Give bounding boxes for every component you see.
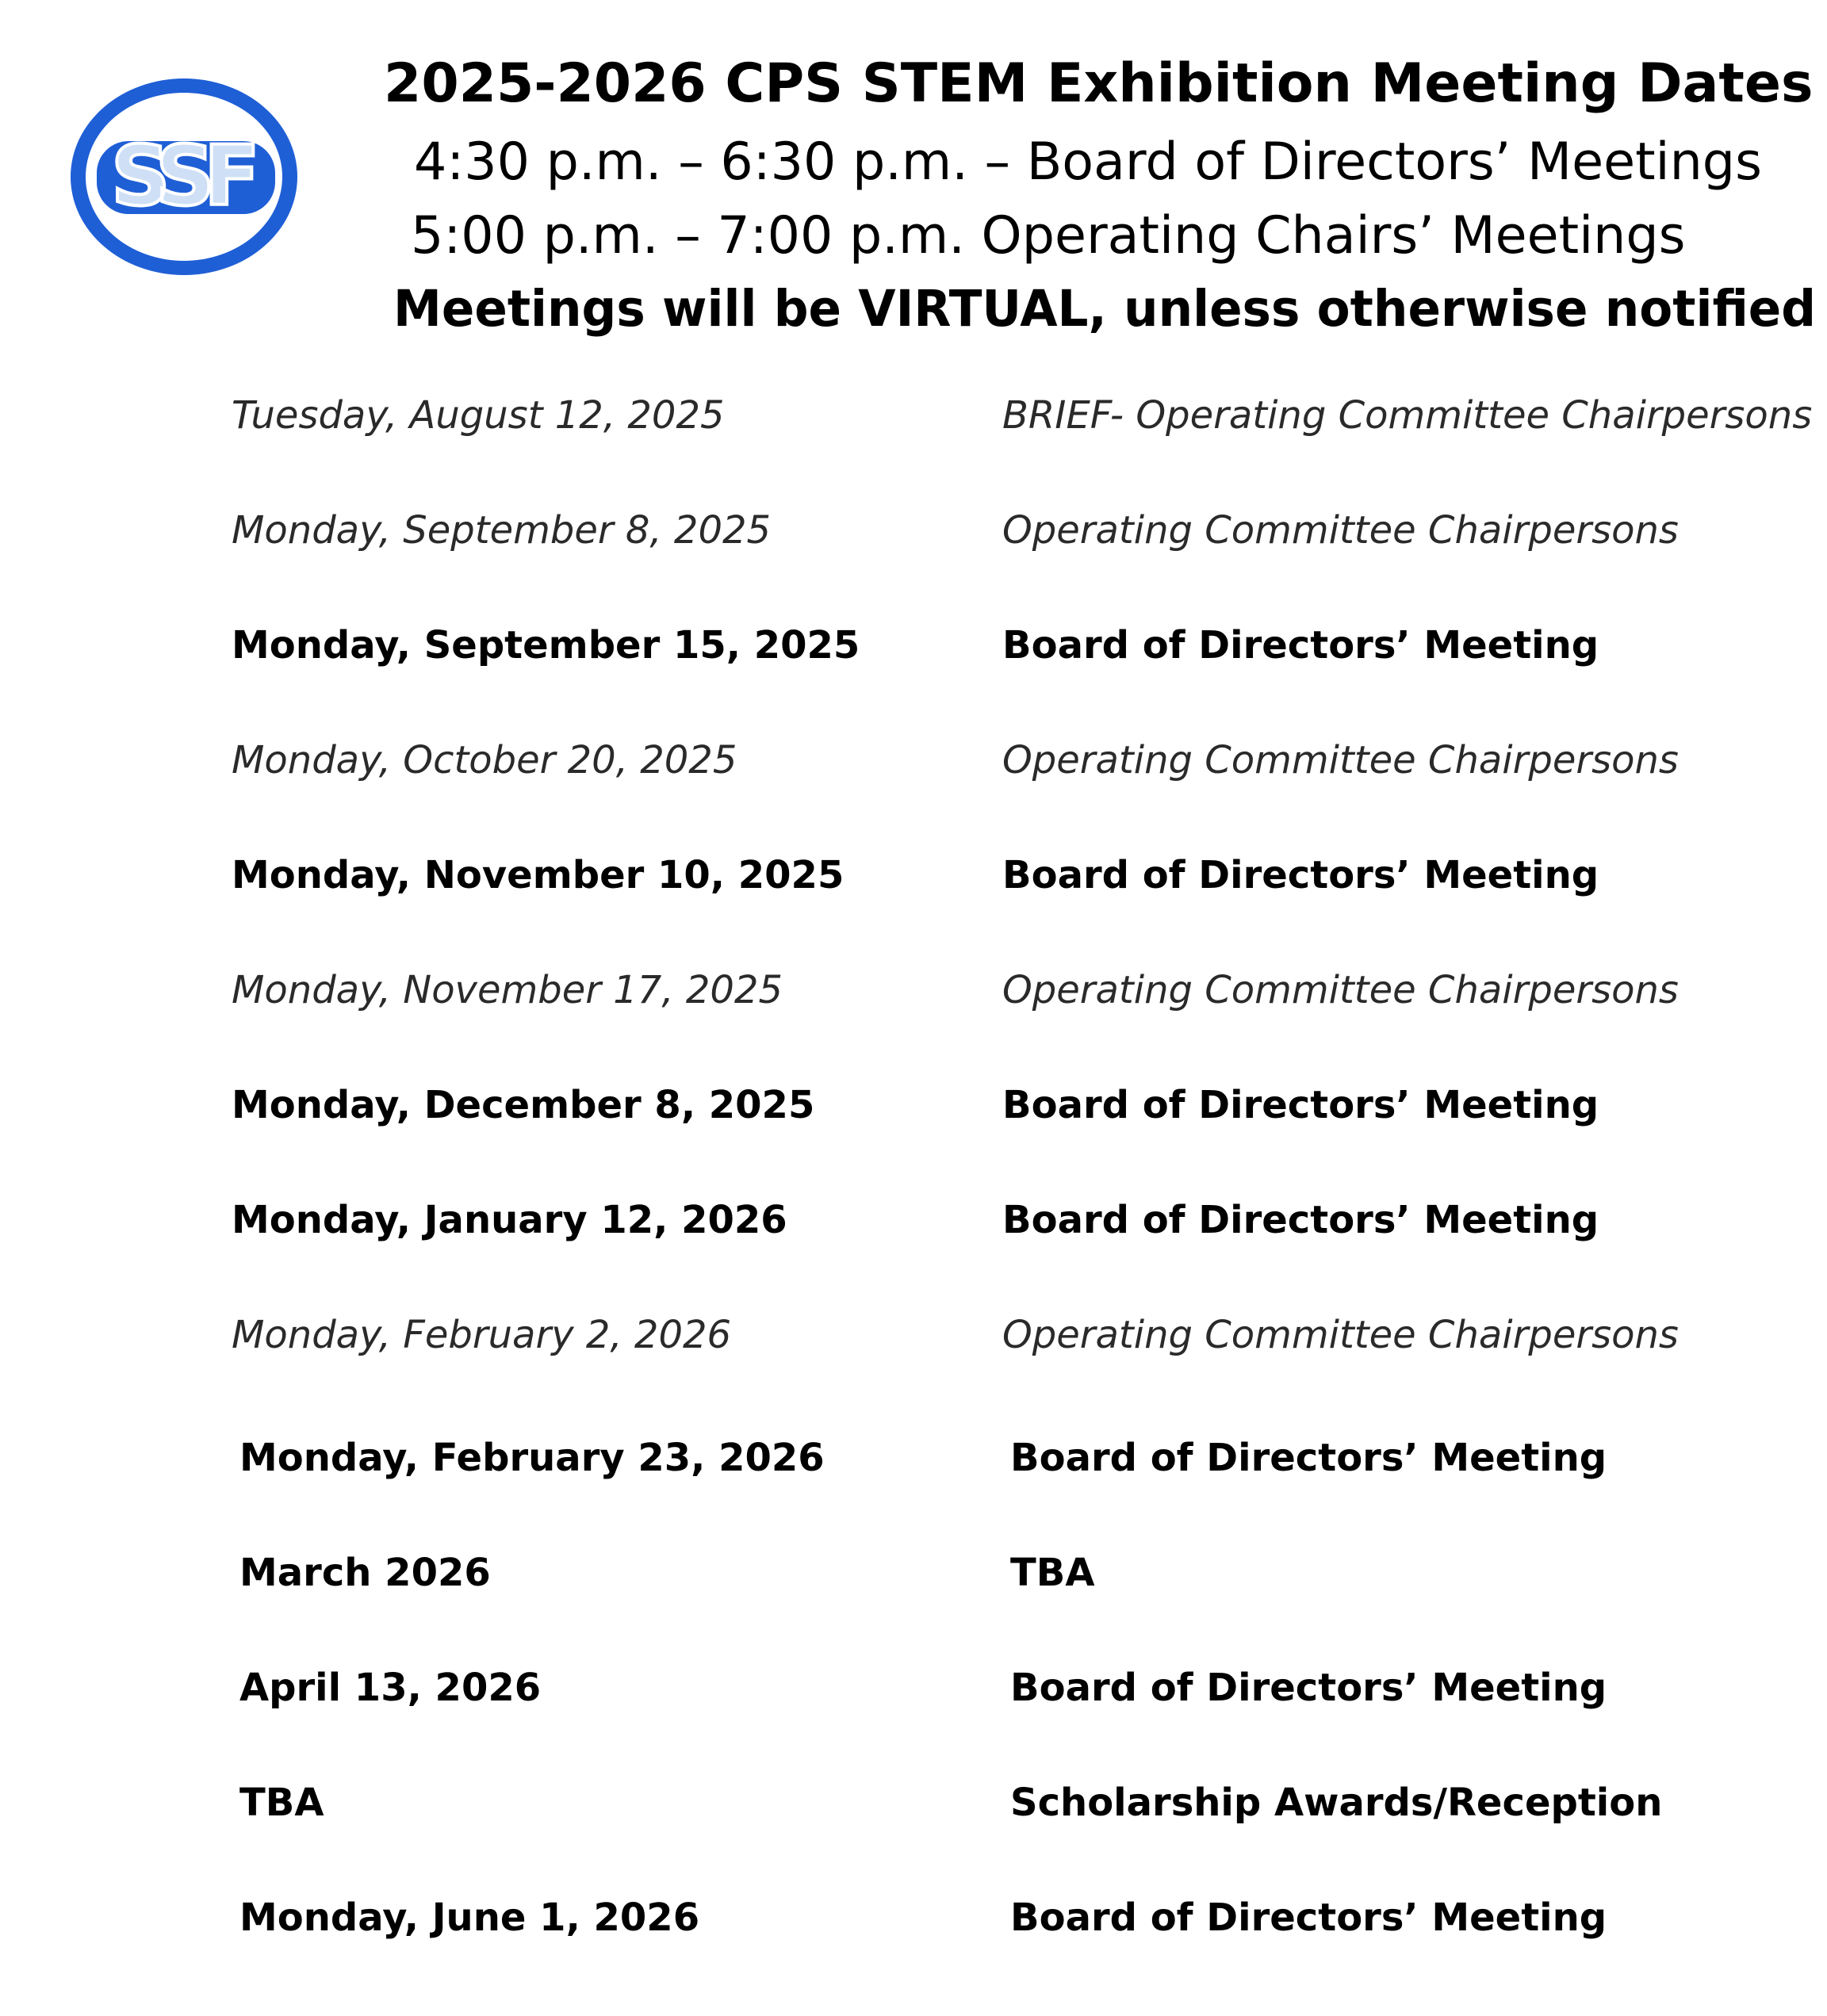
- meeting-date: Monday, November 17, 2025: [232, 968, 783, 1012]
- page-title: 2025-2026 CPS STEM Exhibition Meeting Dates: [384, 52, 1814, 115]
- meeting-date: Monday, October 20, 2025: [232, 738, 737, 782]
- meeting-date: TBA: [239, 1781, 324, 1825]
- meeting-event: Operating Committee Chairpersons: [1002, 738, 1679, 782]
- meeting-event: Board of Directors’ Meeting: [1002, 853, 1599, 897]
- meeting-date: Monday, February 23, 2026: [239, 1436, 825, 1480]
- meeting-date: Tuesday, August 12, 2025: [232, 393, 725, 438]
- meeting-event: Operating Committee Chairpersons: [1002, 968, 1679, 1012]
- meeting-event: Board of Directors’ Meeting: [1002, 1083, 1599, 1127]
- meeting-date: Monday, June 1, 2026: [239, 1895, 700, 1940]
- virtual-notice: Meetings will be VIRTUAL, unless otherwise notified: [393, 280, 1817, 338]
- meeting-date: April 13, 2026: [239, 1666, 542, 1710]
- meeting-date: Monday, September 8, 2025: [232, 508, 772, 553]
- meeting-event: Board of Directors’ Meeting: [1010, 1895, 1607, 1940]
- meeting-event: Operating Committee Chairpersons: [1002, 508, 1679, 553]
- meeting-date: Monday, February 2, 2026: [232, 1313, 732, 1357]
- meeting-event: Board of Directors’ Meeting: [1002, 1198, 1599, 1242]
- meeting-event: Operating Committee Chairpersons: [1002, 1313, 1679, 1357]
- chairs-meeting-time: 5:00 p.m. – 7:00 p.m. Operating Chairs’ Meetings: [411, 206, 1686, 266]
- meeting-event: TBA: [1010, 1551, 1095, 1595]
- meeting-date: Monday, September 15, 2025: [232, 623, 860, 668]
- meeting-event: Board of Directors’ Meeting: [1002, 623, 1599, 668]
- meeting-event: Board of Directors’ Meeting: [1010, 1436, 1607, 1480]
- board-meeting-time: 4:30 p.m. – 6:30 p.m. – Board of Directors’ Meetings: [414, 132, 1762, 192]
- meeting-date: Monday, January 12, 2026: [232, 1198, 787, 1242]
- meeting-event: Board of Directors’ Meeting: [1010, 1666, 1607, 1710]
- meeting-date: Monday, December 8, 2025: [232, 1083, 815, 1127]
- ssf-logo: [65, 73, 303, 281]
- logo-lettering: SSF: [110, 128, 250, 224]
- meeting-date: March 2026: [239, 1551, 491, 1595]
- meeting-event: BRIEF- Operating Committee Chairpersons: [1002, 393, 1813, 438]
- meeting-event: Scholarship Awards/Reception: [1010, 1781, 1663, 1825]
- meeting-date: Monday, November 10, 2025: [232, 853, 845, 897]
